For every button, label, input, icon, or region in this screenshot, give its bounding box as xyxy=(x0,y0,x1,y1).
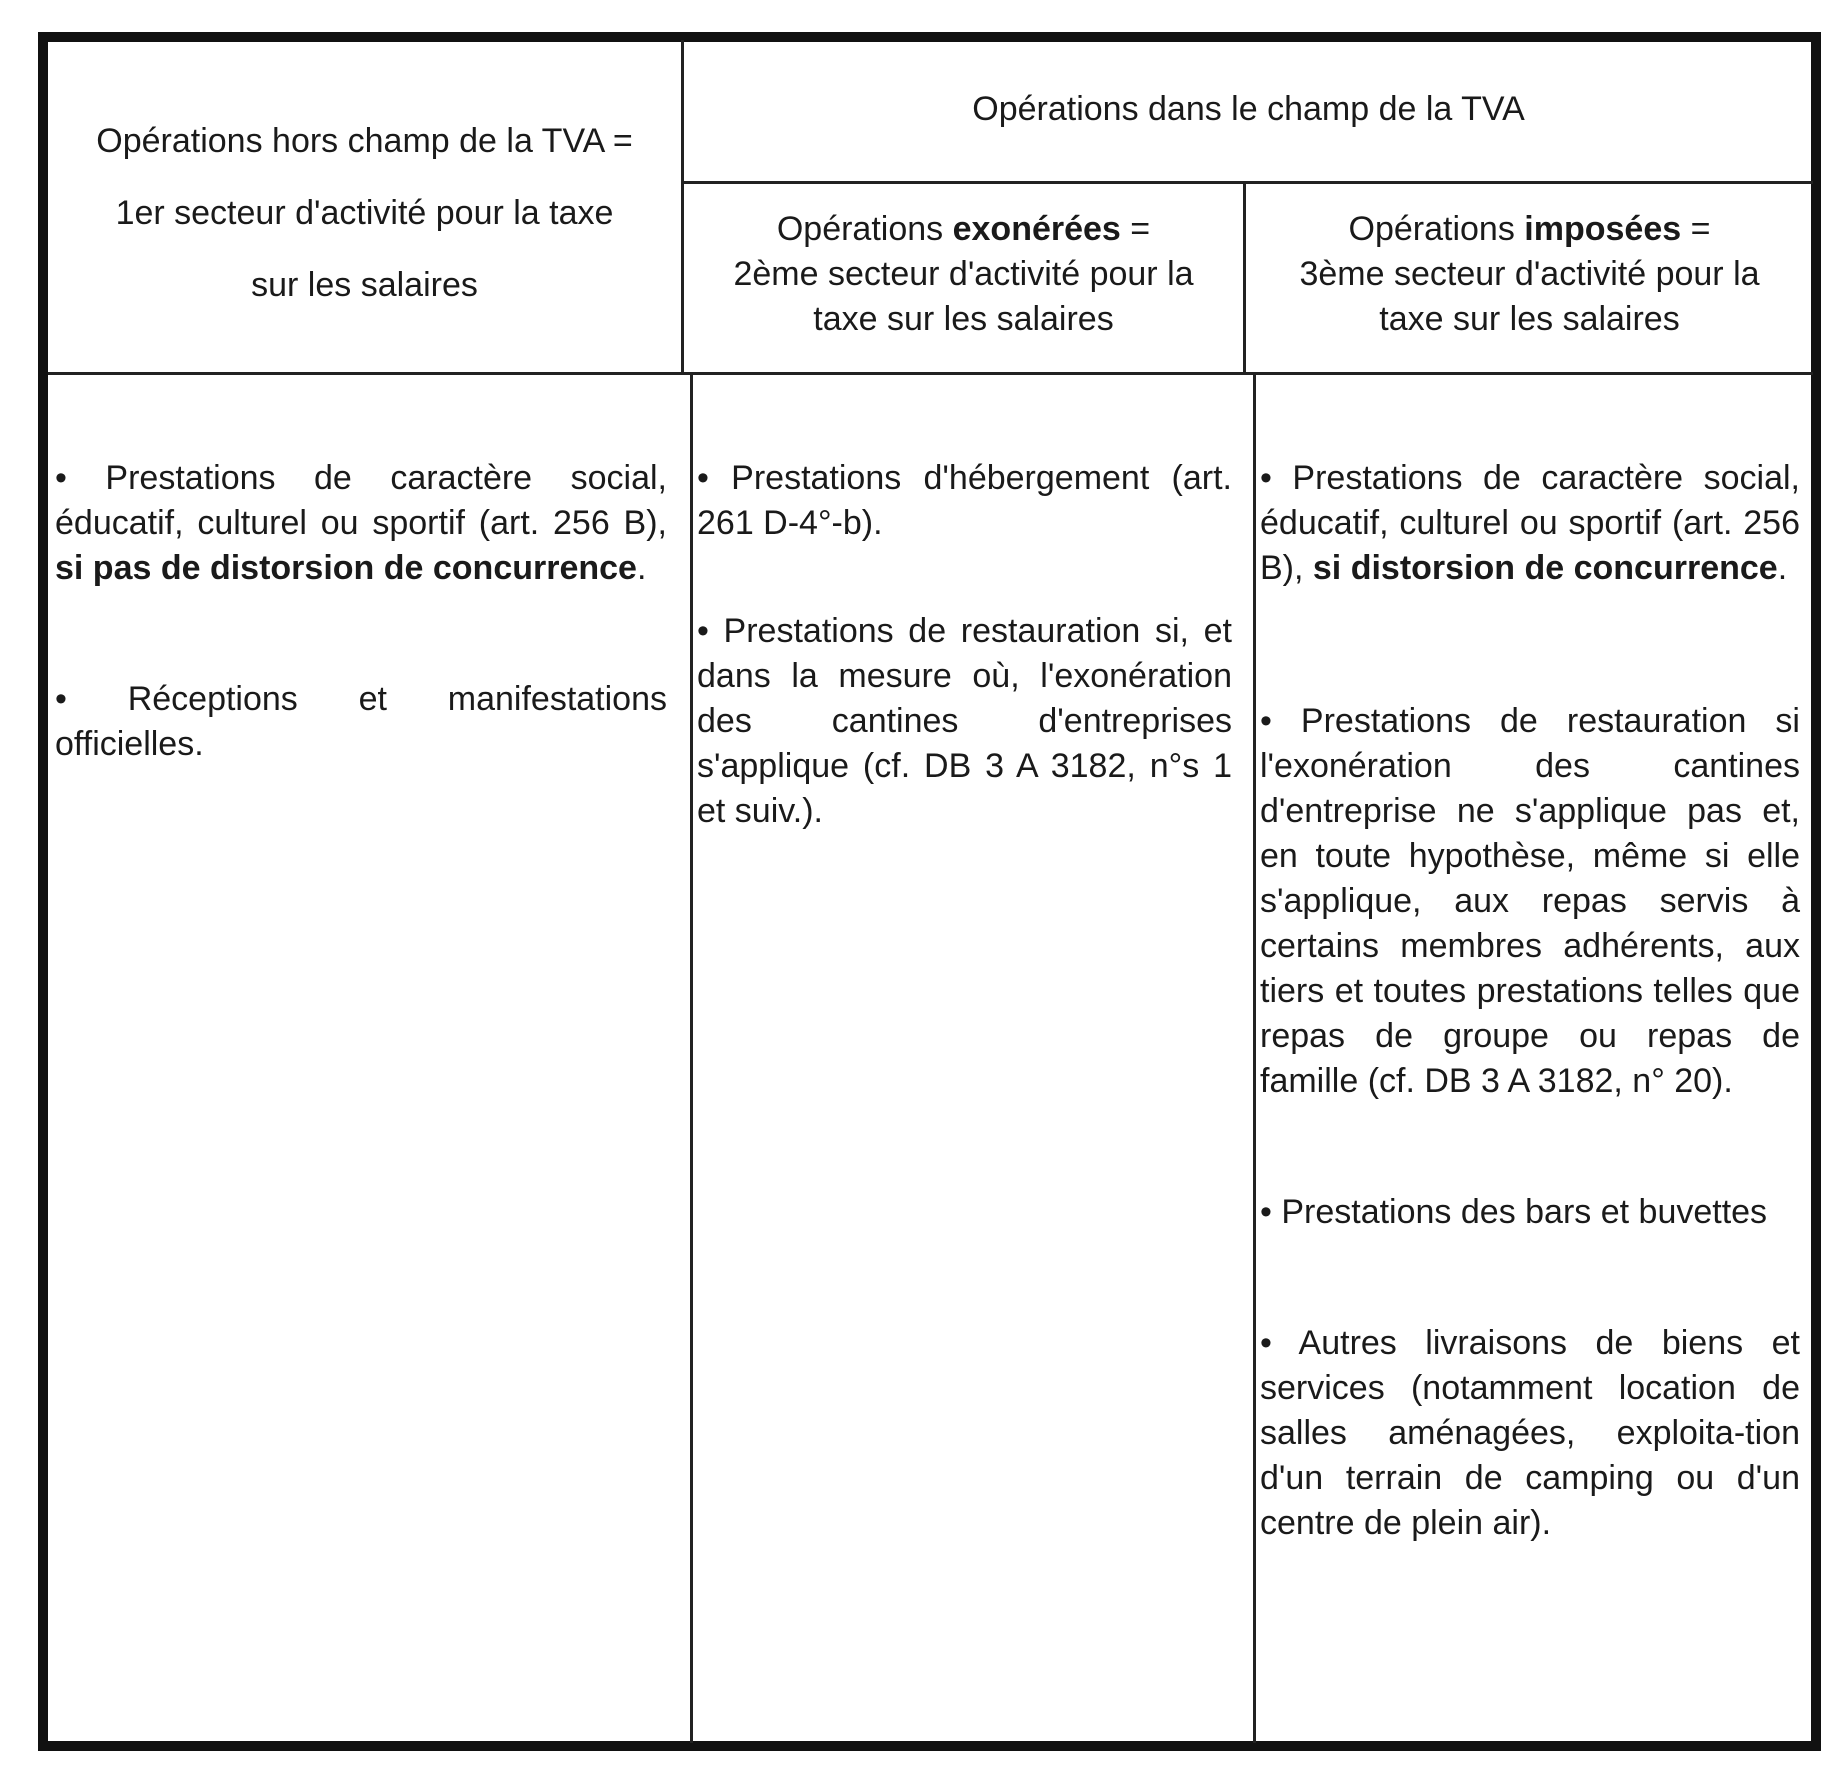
body-col3-item-3 xyxy=(1260,1190,1800,1235)
body-col3-item-4 xyxy=(1260,1321,1800,1546)
body-col1 xyxy=(55,456,667,767)
body-col3 xyxy=(1260,456,1800,1546)
body-col1-item-1-suffix: . xyxy=(636,549,647,587)
header-col2-suffix: = xyxy=(1120,210,1151,248)
header-col3-line3: taxe sur les salaires xyxy=(1379,300,1680,338)
body-col3-item-4-text: • Autres livraisons de biens et services (notamment location de salles aménagées, exploita-tion d'un terrain de camping ou d'un centre de plein air). xyxy=(1260,1324,1800,1542)
body-col1-item-1-bold: si pas de distorsion de concurrence xyxy=(55,549,637,587)
header-col3-prefix: Opérations xyxy=(1348,210,1525,248)
header-col2-line2: 2ème secteur d'activité pour la xyxy=(733,255,1194,293)
header-col2 xyxy=(684,207,1243,342)
header-group-title-text: Opérations dans le champ de la TVA xyxy=(972,90,1525,128)
body-col3-item-1 xyxy=(1260,456,1800,591)
header-col1 xyxy=(48,105,681,321)
header-col1-line3: sur les salaires xyxy=(251,266,478,304)
body-col2-item-2-text: • Prestations de restauration si, et dans la mesure où, l'exonération des cantines d'entreprises s'applique (cf. DB 3 A 3182, n°s 1 et suiv.). xyxy=(697,612,1232,830)
column-divider-1-lower xyxy=(690,375,693,1743)
header-col3-line2: 3ème secteur d'activité pour la xyxy=(1299,255,1760,293)
header-col2-line1 xyxy=(684,207,1243,252)
header-col3 xyxy=(1246,207,1813,342)
header-col3-suffix: = xyxy=(1681,210,1711,248)
header-col3-line1 xyxy=(1246,207,1813,252)
body-col2-item-1-text: • Prestations d'hébergement (art. 261 D-4°-b). xyxy=(697,459,1232,542)
body-col3-item-2 xyxy=(1260,699,1800,1104)
body-col3-item-3-text: • Prestations des bars et buvettes xyxy=(1260,1193,1768,1231)
body-col2-item-1 xyxy=(697,456,1232,546)
header-col2-line3: taxe sur les salaires xyxy=(813,300,1114,338)
header-col3-bold: imposées xyxy=(1524,210,1682,248)
header-col2-bold: exonérées xyxy=(952,210,1121,248)
body-col1-item-2 xyxy=(55,677,667,767)
header-col2-prefix: Opérations xyxy=(776,210,953,248)
header-group-title xyxy=(684,87,1813,132)
header-body-divider xyxy=(48,372,1813,375)
body-col1-item-2-text: • Réceptions et manifestations officielles. xyxy=(55,680,667,763)
group-header-divider xyxy=(681,181,1813,184)
column-divider-2-lower xyxy=(1253,375,1256,1743)
body-col3-item-1-text: • Prestations de caractère social, éducatif, culturel ou sportif (art. 256 B), xyxy=(1260,459,1800,587)
body-col2 xyxy=(697,456,1232,834)
body-col3-item-1-bold: si distorsion de concurrence xyxy=(1303,549,1778,587)
body-col3-item-2-text: • Prestations de restauration si l'exonération des cantines d'entreprise ne s'applique pas et, en toute hypothèse, même si elle s'applique, aux repas servis à certains membres adhérents, aux tiers et toutes prestations telles que repas de groupe ou repas de famille (cf. DB 3 A 3182, n° 20). xyxy=(1260,702,1800,1100)
body-col1-item-1-text: • Prestations de caractère social, éducatif, culturel ou sportif (art. 256 B), xyxy=(55,459,667,542)
header-col1-line1: Opérations hors champ de la TVA = xyxy=(96,122,633,160)
body-col1-item-1 xyxy=(55,456,667,591)
header-col1-line2: 1er secteur d'activité pour la taxe xyxy=(115,194,614,232)
body-col2-item-2 xyxy=(697,609,1232,834)
body-col3-item-1-suffix: . xyxy=(1777,549,1788,587)
